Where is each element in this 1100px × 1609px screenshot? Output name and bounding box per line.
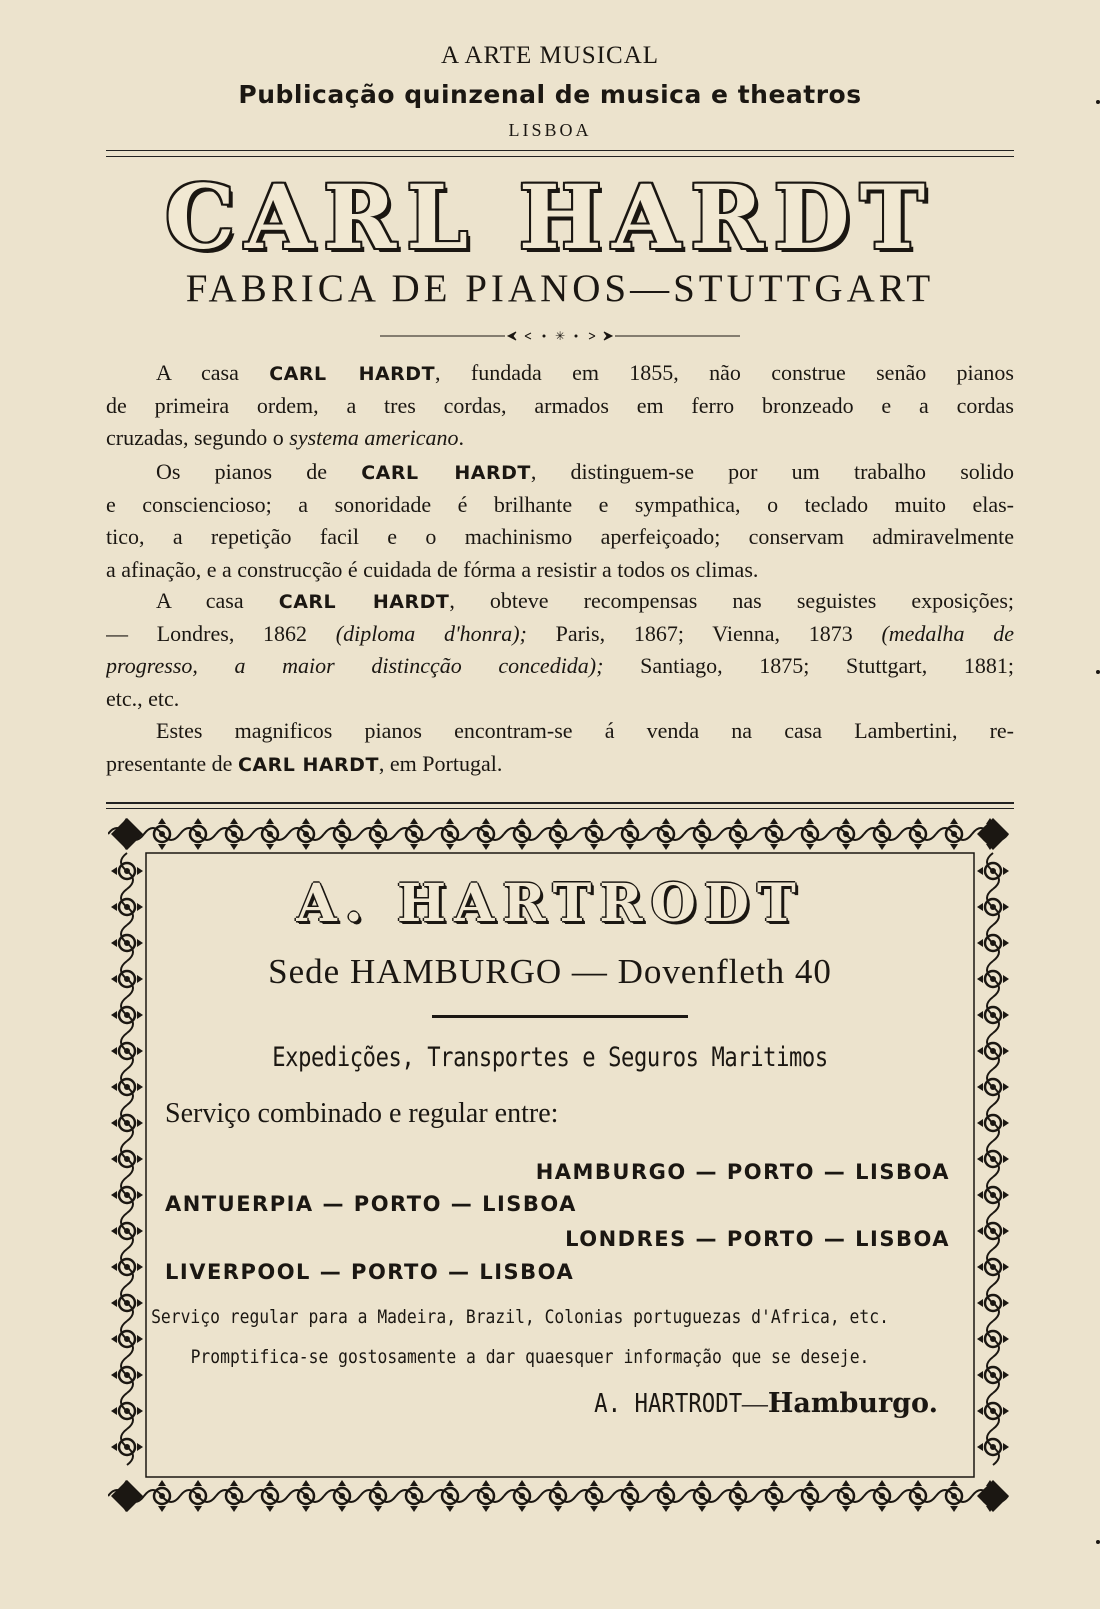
- carl-hardt-tagline: FABRICA DE PIANOS—STUTTGART: [185, 267, 935, 310]
- signature-separator: —: [741, 1389, 768, 1418]
- text-line: [106, 489, 1014, 522]
- text-line: [106, 422, 1014, 455]
- signature-name: A. HARTRODT: [593, 1389, 742, 1419]
- text-line: [106, 585, 1014, 618]
- carl-hardt-paragraph: [106, 715, 1014, 780]
- magazine-subtitle: Publicação quinzenal de musica e theatros: [238, 80, 862, 109]
- text-line: [106, 715, 1014, 748]
- text-run: a afinação, e a construcção é cuidada de fórma a resistir a todos os climas.: [106, 556, 759, 582]
- hartrodt-address: Sede HAMBURGO — Dovenfleth 40: [268, 952, 832, 991]
- text-line: [106, 748, 1014, 781]
- text-run: .: [458, 425, 465, 450]
- route-hamburgo: HAMBURGO — PORTO — LISBOA: [535, 1160, 950, 1184]
- text-run: presentante de: [106, 750, 238, 776]
- text-run: Santiago, 1875; Stuttgart, 1881;: [603, 653, 1014, 678]
- section-divider: [106, 802, 1014, 809]
- text-run: , distinguem-se por um trabalho solido: [530, 459, 1014, 484]
- text-line: [106, 618, 1014, 651]
- hartrodt-combined-service: Serviço combinado e regular entre:: [165, 1098, 559, 1129]
- svg-text:✳: ✳: [554, 330, 566, 342]
- carl-hardt-logo: CARL HARDT: [164, 165, 936, 269]
- hartrodt-divider: [432, 1015, 688, 1018]
- hartrodt-info: Promptifica-se gostosamente a dar quaesquer informação que se deseje.: [190, 1346, 870, 1368]
- magazine-title: A ARTE MUSICAL: [440, 42, 660, 69]
- text-run: de primeira ordem, a tres cordas, armados em ferro bronzeado e a cordas: [106, 392, 1014, 418]
- italic-text: systema americano: [289, 425, 459, 450]
- text-run: Paris, 1867; Vienna, 1873: [526, 620, 882, 646]
- hartrodt-signature: [570, 1388, 938, 1419]
- italic-text: (diploma d'honra);: [335, 620, 527, 646]
- hartrodt-regular-service: Serviço regular para a Madeira, Brazil, Colonias portuguezas d'Africa, etc.: [151, 1306, 889, 1328]
- text-run: — Londres, 1862: [106, 620, 336, 646]
- brand-name: CARL HARDT: [278, 591, 450, 613]
- brand-name: CARL HARDT: [361, 462, 531, 484]
- text-run: , em Portugal.: [378, 750, 503, 776]
- text-run: A casa: [156, 588, 279, 613]
- route-antuerpia: ANTUERPIA — PORTO — LISBOA: [165, 1192, 577, 1216]
- margin-mark: [1096, 100, 1100, 104]
- text-run: Os pianos de: [156, 459, 362, 484]
- hartrodt-services: Expedições, Transportes e Seguros Maritimos: [272, 1042, 828, 1073]
- text-run: Estes magnificos pianos encontram-se á venda na casa Lambertini, re-: [156, 718, 1014, 743]
- brand-name: CARL HARDT: [269, 363, 436, 385]
- text-run: e consciencioso; a sonoridade é brilhante e sympathica, o teclado muito elas-: [106, 491, 1014, 517]
- header-divider: [106, 150, 1014, 157]
- text-line: [106, 650, 1014, 683]
- text-run: tico, a repetição facil e o machinismo aperfeiçoado; conservam admiravelmente: [106, 524, 1014, 549]
- text-line: [106, 357, 1014, 390]
- text-run: , fundada em 1855, não construe senão pianos: [435, 360, 1014, 385]
- route-londres: LONDRES — PORTO — LISBOA: [565, 1227, 950, 1251]
- brand-name: CARL HARDT: [237, 753, 379, 776]
- carl-hardt-paragraph: [106, 456, 1014, 586]
- text-line: [106, 521, 1014, 554]
- text-line: [106, 683, 1014, 716]
- magazine-city: LISBOA: [508, 120, 592, 140]
- italic-text: (medalha de: [881, 620, 1014, 646]
- margin-mark: [1096, 670, 1100, 674]
- text-run: cruzadas, segundo o: [106, 425, 290, 450]
- margin-mark: [1096, 1540, 1100, 1544]
- text-line: [106, 390, 1014, 423]
- carl-hardt-paragraph: [106, 585, 1014, 715]
- route-liverpool: LIVERPOOL — PORTO — LISBOA: [165, 1260, 575, 1284]
- text-run: etc., etc.: [106, 685, 180, 711]
- text-line: [106, 456, 1014, 489]
- text-line: [106, 554, 1014, 587]
- ornament-divider-icon: [380, 330, 740, 342]
- carl-hardt-paragraph: [106, 357, 1014, 455]
- hartrodt-logo: A. HARTRODT: [296, 873, 804, 934]
- text-run: , obteve recompensas nas seguistes exposições;: [449, 588, 1014, 613]
- signature-city: Hamburgo.: [767, 1388, 938, 1419]
- italic-text: progresso, a maior distincção concedida);: [106, 653, 604, 678]
- text-run: A casa: [156, 360, 270, 385]
